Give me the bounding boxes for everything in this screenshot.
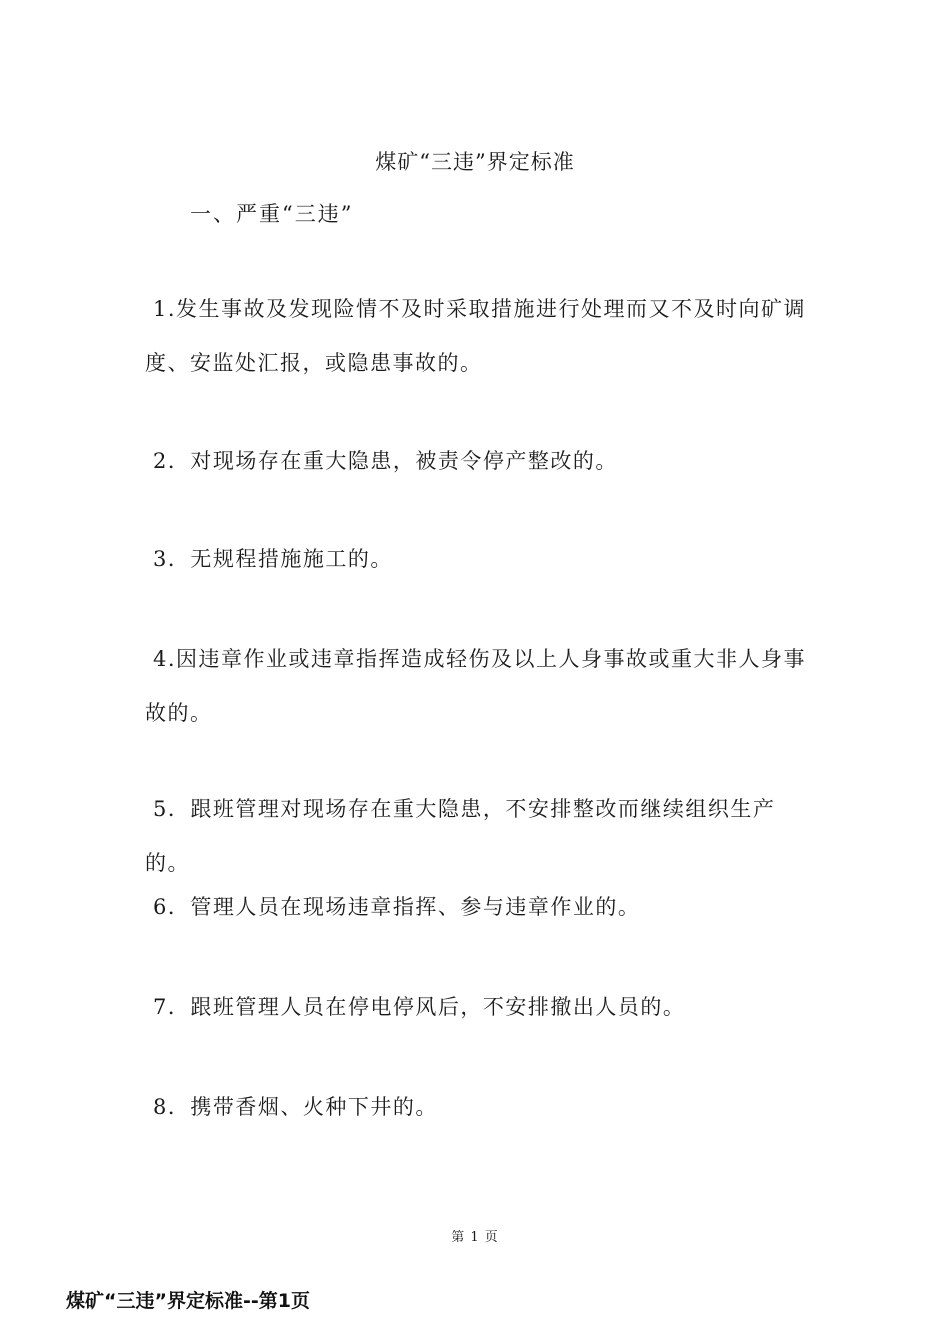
document-title: 煤矿“三违”界定标准 — [375, 150, 575, 174]
page-number: 第 1 页 — [451, 1230, 499, 1245]
footer-caption: 煤矿“三违”界定标准--第1页 — [66, 1290, 310, 1312]
item-text: 管理人员在现场违章指挥、参与违章作业的。 — [190, 895, 641, 919]
list-item — [145, 880, 810, 934]
item-text: 跟班管理人员在停电停风后，不安排撤出人员的。 — [190, 995, 686, 1019]
list-item — [145, 282, 810, 390]
section-heading: 一、严重“三违” — [190, 202, 354, 226]
item-text: 无规程措施施工的。 — [190, 547, 393, 571]
item-text: 因违章作业或违章指挥造成轻伤及以上人身事故或重大非人身事故的。 — [145, 647, 807, 725]
list-item — [145, 632, 810, 740]
item-text: 跟班管理对现场存在重大隐患，不安排整改而继续组织生产的。 — [145, 797, 776, 875]
list-item — [145, 980, 810, 1034]
item-text: 携带香烟、火种下井的。 — [190, 1095, 438, 1119]
item-number: 1. — [153, 297, 177, 321]
item-number: 5． — [153, 797, 191, 821]
list-item — [145, 782, 810, 890]
list-item — [145, 1080, 810, 1134]
item-text: 对现场存在重大隐患，被责令停产整改的。 — [190, 449, 618, 473]
item-number: 7． — [153, 995, 191, 1019]
item-number: 4. — [153, 647, 177, 671]
item-number: 8． — [153, 1095, 191, 1119]
item-number: 3． — [153, 547, 191, 571]
item-number: 2． — [153, 449, 191, 473]
list-item — [145, 532, 810, 586]
item-text: 发生事故及发现险情不及时采取措施进行处理而又不及时向矿调度、安监处汇报，或隐患事故的。 — [145, 297, 807, 375]
item-number: 6． — [153, 895, 191, 919]
list-item — [145, 434, 810, 488]
